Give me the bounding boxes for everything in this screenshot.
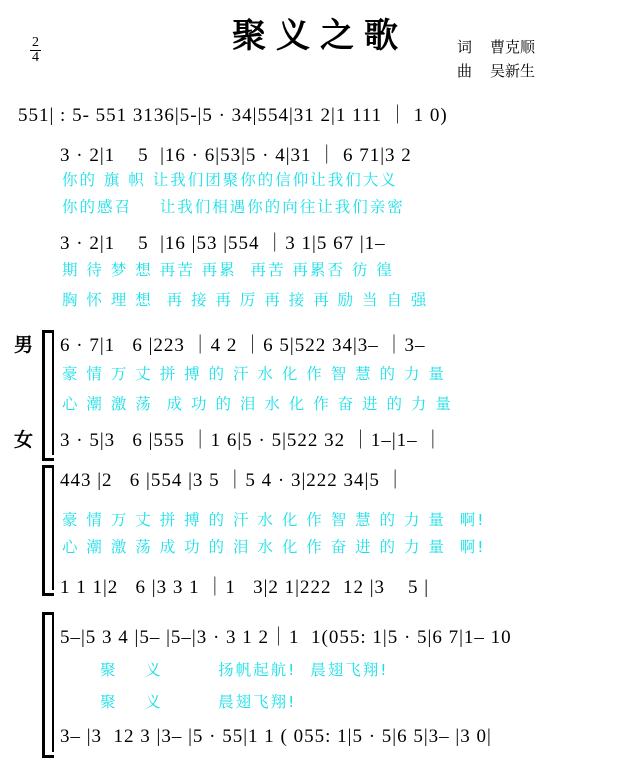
- notation-line-8: 5–|5 3 4 |5– |5–|3 · 3 1 2｜1 1(055: 1|5 · 5|6 7|1– 10: [60, 627, 512, 648]
- page-title: 聚义之歌: [232, 16, 408, 56]
- lyric-line-7: 豪 情 万 丈 拼 搏 的 汗 水 化 作 智 慧 的 力 量 啊!: [62, 511, 486, 529]
- system-barline-2: [52, 465, 54, 590]
- credit-composer: [457, 60, 535, 84]
- credit-lyricist: [457, 36, 535, 60]
- notation-line-4: 6 · 7|1 6 |223 ｜4 2 ｜6 5|522 34|3– ｜3–: [60, 335, 426, 356]
- system-barline-1: [52, 330, 54, 455]
- notation-line-6: 443 |2 6 |554 |3 5 ｜5 4 · 3|222 34|5 ｜: [60, 470, 406, 491]
- notation-line-5: 3 · 5|3 6 |555 ｜1 6|5 · 5|522 32 ｜1–|1– ｜: [60, 430, 444, 451]
- notation-line-1: 551| : 5- 551 3136|5-|5 · 34|554|31 2|1 111 ｜ 1 0): [18, 105, 448, 126]
- part-label-female: 女: [14, 429, 34, 451]
- notation-line-3: 3 · 2|1 5 |16 |53 |554 ｜3 1|5 67 |1–: [60, 233, 386, 254]
- credit-role-lyricist: 词: [456, 40, 472, 56]
- credits: [457, 36, 535, 84]
- lyric-line-5: 豪 情 万 丈 拼 搏 的 汗 水 化 作 智 慧 的 力 量: [62, 365, 446, 383]
- notation-line-9: 3– |3 12 3 |3– |5 · 55|1 1 ( 055: 1|5 · 5|6 5|3– |3 0|: [60, 726, 492, 747]
- credit-name-composer: 吴新生: [489, 64, 535, 80]
- lyric-line-8: 心 潮 激 荡 成 功 的 泪 水 化 作 奋 进 的 力 量 啊!: [62, 538, 486, 556]
- lyric-line-10: 聚 义 晨翅飞翔!: [100, 693, 297, 711]
- notation-line-7: 1 1 1|2 6 |3 3 1 ｜1 3|2 1|222 12 |3 5 |: [60, 577, 430, 598]
- lyric-line-9: 聚 义 扬帆起航! 晨翅飞翔!: [100, 661, 389, 679]
- lyric-line-3: 期 待 梦 想 再苦 再累 再苦 再累否 彷 徨: [62, 261, 394, 279]
- lyric-line-1: 你的 旗 帜 让我们团聚你的信仰让我们大义: [62, 171, 398, 189]
- lyric-line-2: 你的感召 让我们相遇你的向往让我们亲密: [62, 198, 405, 216]
- credit-name-lyricist: 曹克顺: [489, 40, 535, 56]
- credit-role-composer: 曲: [456, 64, 472, 80]
- lyric-line-6: 心 潮 激 荡 成 功 的 泪 水 化 作 奋 进 的 力 量: [62, 395, 453, 413]
- notation-line-2: 3 · 2|1 5 |16 · 6|53|5 · 4|31 ｜ 6 71|3 2: [60, 145, 412, 166]
- part-label-male: 男: [14, 334, 34, 356]
- lyric-line-4: 胸 怀 理 想 再 接 再 厉 再 接 再 励 当 自 强: [62, 291, 429, 309]
- system-barline-3: [52, 612, 54, 752]
- time-signature: $\frac{2}{4}$: [32, 35, 39, 65]
